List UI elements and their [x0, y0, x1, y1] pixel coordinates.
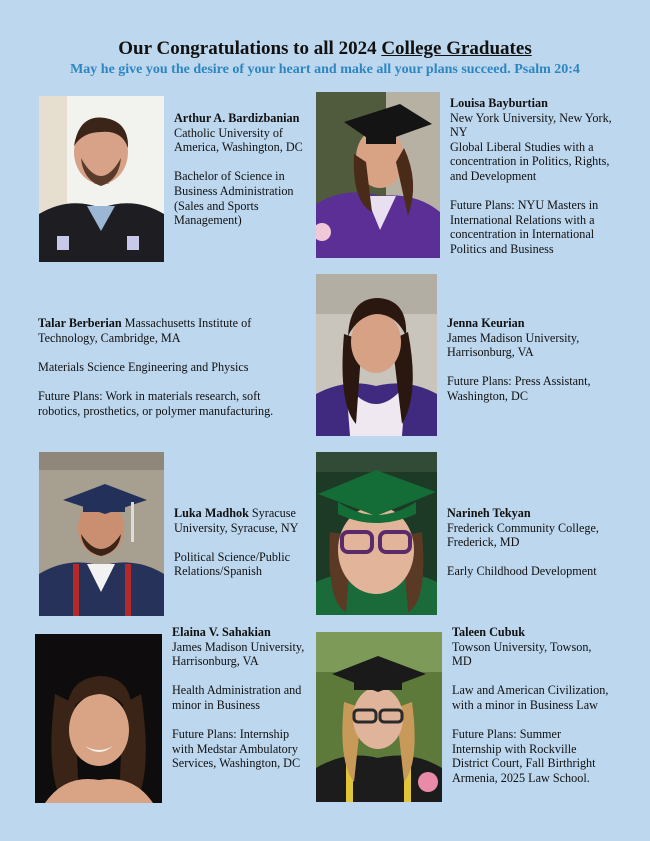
graduate-name: Elaina V. Sahakian [172, 625, 271, 639]
graduate-degree: Health Administration and minor in Business [172, 683, 302, 712]
graduate-photo-louisa [316, 92, 440, 258]
graduate-degree: Early Childhood Development [447, 564, 597, 579]
title-prefix: Our Congratulations to all 2024 [118, 38, 382, 59]
graduate-school: Towson University, Towson, MD [452, 639, 592, 669]
graduate-name: Narineh Tekyan [447, 506, 531, 520]
graduate-name: Luka Madhok [174, 506, 249, 520]
graduate-degree: Law and American Civilization, with a minor in Business Law [452, 683, 609, 712]
graduate-future: Future Plans: Press Assistant, Washington, DC [447, 374, 591, 403]
graduate-future: Future Plans: Work in materials research, soft robotics, prosthetics, or polymer manufacturing. [38, 388, 274, 418]
graduate-future: Future Plans: NYU Masters in International Relations with a concentration in International Politics and Business [450, 198, 599, 256]
graduate-text-elaina [172, 625, 312, 771]
graduate-name: Talar Berberian [38, 316, 122, 330]
graduate-photo-arthur [39, 96, 164, 262]
graduate-degree: Global Liberal Studies with a concentration in Politics, Rights, and Development [450, 139, 610, 183]
graduate-school: James Madison University, Harrisonburg, VA [172, 639, 305, 669]
graduate-name: Jenna Keurian [447, 316, 525, 330]
graduate-photo-narineh [316, 452, 437, 615]
graduate-school: Syracuse University, Syracuse, NY [174, 506, 299, 535]
graduate-degree: Materials Science Engineering and Physics [38, 359, 249, 374]
page-title [0, 38, 650, 60]
graduate-name: Arthur A. Bardizbanian [174, 111, 300, 125]
graduate-name: Louisa Bayburtian [450, 96, 548, 110]
graduate-school: Catholic University of America, Washington, DC [174, 125, 303, 155]
graduate-text-narineh [447, 506, 617, 579]
graduate-text-jenna [447, 316, 617, 404]
graduate-photo-luka [39, 452, 164, 616]
graduate-text-taleen [452, 625, 612, 786]
graduate-text-arthur [174, 111, 314, 228]
graduate-degree: Political Science/Public Relations/Spanish [174, 549, 291, 579]
graduate-degree: Bachelor of Science in Business Administration (Sales and Sports Management) [174, 169, 294, 228]
graduate-future: Future Plans: Summer Internship with Rockville District Court, Fall Birthright Armenia, 2025 Law School. [452, 727, 596, 785]
bible-verse: May he give you the desire of your heart and make all your plans succeed. Psalm 20:4 [70, 62, 580, 77]
graduate-text-talar [38, 316, 300, 418]
graduate-school: James Madison University, Harrisonburg, VA [447, 330, 580, 360]
graduate-school: Massachusetts Institute of Technology, Cambridge, MA [38, 316, 252, 345]
graduate-future: Future Plans: Internship with Medstar Ambulatory Services, Washington, DC [172, 727, 301, 771]
graduate-photo-jenna [316, 274, 437, 436]
graduate-text-luka [174, 506, 314, 579]
graduate-photo-taleen [316, 632, 442, 802]
graduate-school: New York University, New York, NY [450, 110, 612, 140]
graduate-photo-elaina [35, 634, 162, 803]
title-underlined: College Graduates [381, 38, 532, 59]
graduate-text-louisa [450, 96, 612, 257]
graduate-school: Frederick Community College, Frederick, MD [447, 520, 599, 550]
graduate-name: Taleen Cubuk [452, 625, 526, 639]
